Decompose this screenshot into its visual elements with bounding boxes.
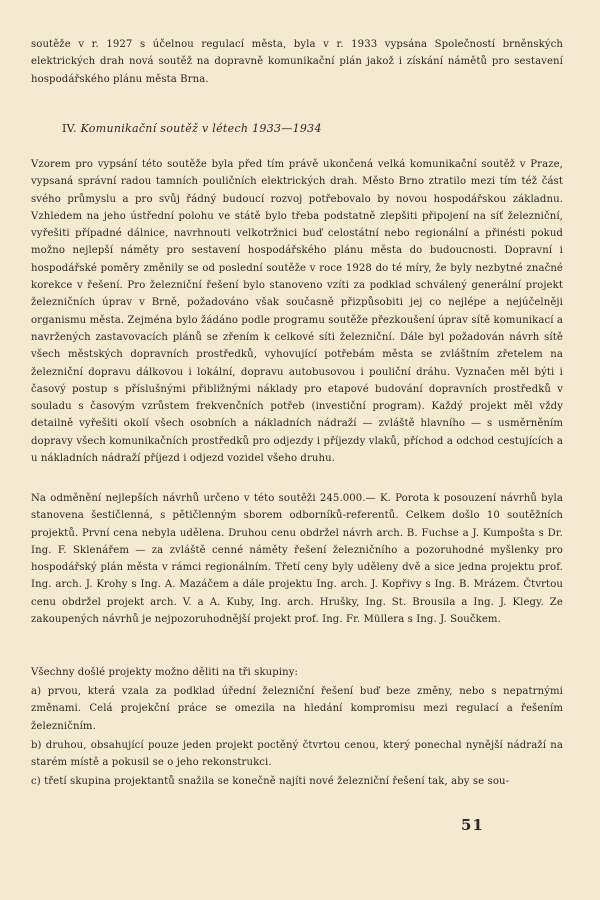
paragraph-text: Na odměnění nejlepších návrhů určeno v této soutěži 245.000.— K. Porota k posouzení návrhů byla stanovena šestičlenná, s pětičlenným sborem odborníků-referentů. Celkem došlo 10 soutěžních projektů. První cena nebyla udělena. Druhou cenu obdržel návrh arch. B. Fuchse a J. Kumpošta s Dr. Ing. F. Sklenářem — za zvláště cenné náměty řešení železničního a pozoruhodné myšlenky pro hospodářský plán města v rámci regionálním. Třetí ceny byly uděleny dvě a sice jedna projektu prof. Ing. arch. J. Krohy s Ing. A. Mazáčem a dále projektu Ing. arch. J. Kopřivy s Ing. B. Mrázem. Čtvrtou cenu obdržel projekt arch. V. a A. Kuby, Ing. arch. Hrušky, Ing. St. Brousila a Ing. J. Klegy. Ze zakoupených návrhů je nejpozoruhodnější projekt prof. Ing. Fr. Müllera s Ing. J. Součkem. [31,493,563,626]
list-item: b) druhou, obsahující pouze jeden projekt poctěný čtvrtou cenou, který ponechal nynější nádraží na starém místě a pokusil se o jeho rekonstrukci. [31,739,563,769]
page-number: 51 [461,816,484,834]
list-item: c) třetí skupina projektantů snažila se konečně najíti nové železniční řešení tak, aby se sou- [31,776,510,788]
section-heading [62,122,322,135]
paragraph-awards [31,490,563,628]
paragraph-text: soutěže v r. 1927 s účelnou regulací města, byla v r. 1933 vypsána Společností brněnských elektrických drah nová soutěž na dopravně komunikační plán jakož i získání námětů pro sestavení hospodářského plánu města Brna. [31,39,563,85]
list-item: a) prvou, která vzala za podklad úřední železniční řešení buď beze změny, nebo s nepatrnými změnami. Celá projekční práce se omezila na hledání kompromisu mezi regulací a řešením železničním. [31,686,563,732]
heading-number: IV. [62,122,77,135]
paragraph-text: Všechny došlé projekty možno děliti na tři skupiny: [31,667,299,678]
paragraph-groups-intro [31,664,563,681]
paragraph-text: Vzorem pro vypsání této soutěže byla před tím právě ukončená velká komunikační soutěž v Praze, vypsaná správní radou tamních pouličních elektrických drah. Město Brno ztratilo mezi tím též část svého průmyslu a pro svůj řádný budoucí rozvoj potřebovalo by novou hospodářskou základnu. Vzhledem na jeho ústřední polohu ve státě bylo třeba podstatně zlepšiti připojení na síť železniční, vyřešiti případné dálnice, navrhnouti velkotržnici buď celostátní nebo regionální a přinésti pokud možno nejlepší náměty pro sestavení hospodářského plánu města do budoucnosti. Dopravní i hospodářské poměry změnily se od poslední soutěže v roce 1928 do té míry, že byly nezbytné značné korekce v řešení. Pro železniční řešení bylo stanoveno vzíti za podklad schválený generální projekt železničních úprav v Brně, požadováno však současně přizpůsobiti jej co nejlépe a nejúčelněji organismu města. Zejména bylo žádáno podle programu soutěže přezkoušení úprav sítě komunikací a navržených zastavovacích plánů se zřením k celkové síti železniční. Dále byl požadován návrh sítě všech městských dopravních prostředků, vyhovující potřebám města se zvláštním zřetelem na železniční dopravu dálkovou i lokální, dopravu autobusovou i pouliční dráhu. Vyznačen měl býti i časový postup s příslušnými přibližnými náklady pro etapové budování dopravních prostředků v souladu s časovým vzrůstem frekvenčních potřeb (investiční program). Každý projekt měl vždy detailně vyřešiti okolí všech osobních a nákladních nádraží — zvláště hlavního — s usměrněním dopravy všech komunikačních prostředků pro odjezdy i příjezdy vlaků, příchod a odchod cestujících a u nákladních nádraží příjezd i odjezd vozidel všeho druhu. [31,159,563,465]
paragraph-intro [31,36,563,88]
heading-title: Komunikační soutěž v létech 1933—1934 [80,122,322,135]
paragraph-competition-model [31,156,563,467]
group-list [31,683,563,793]
